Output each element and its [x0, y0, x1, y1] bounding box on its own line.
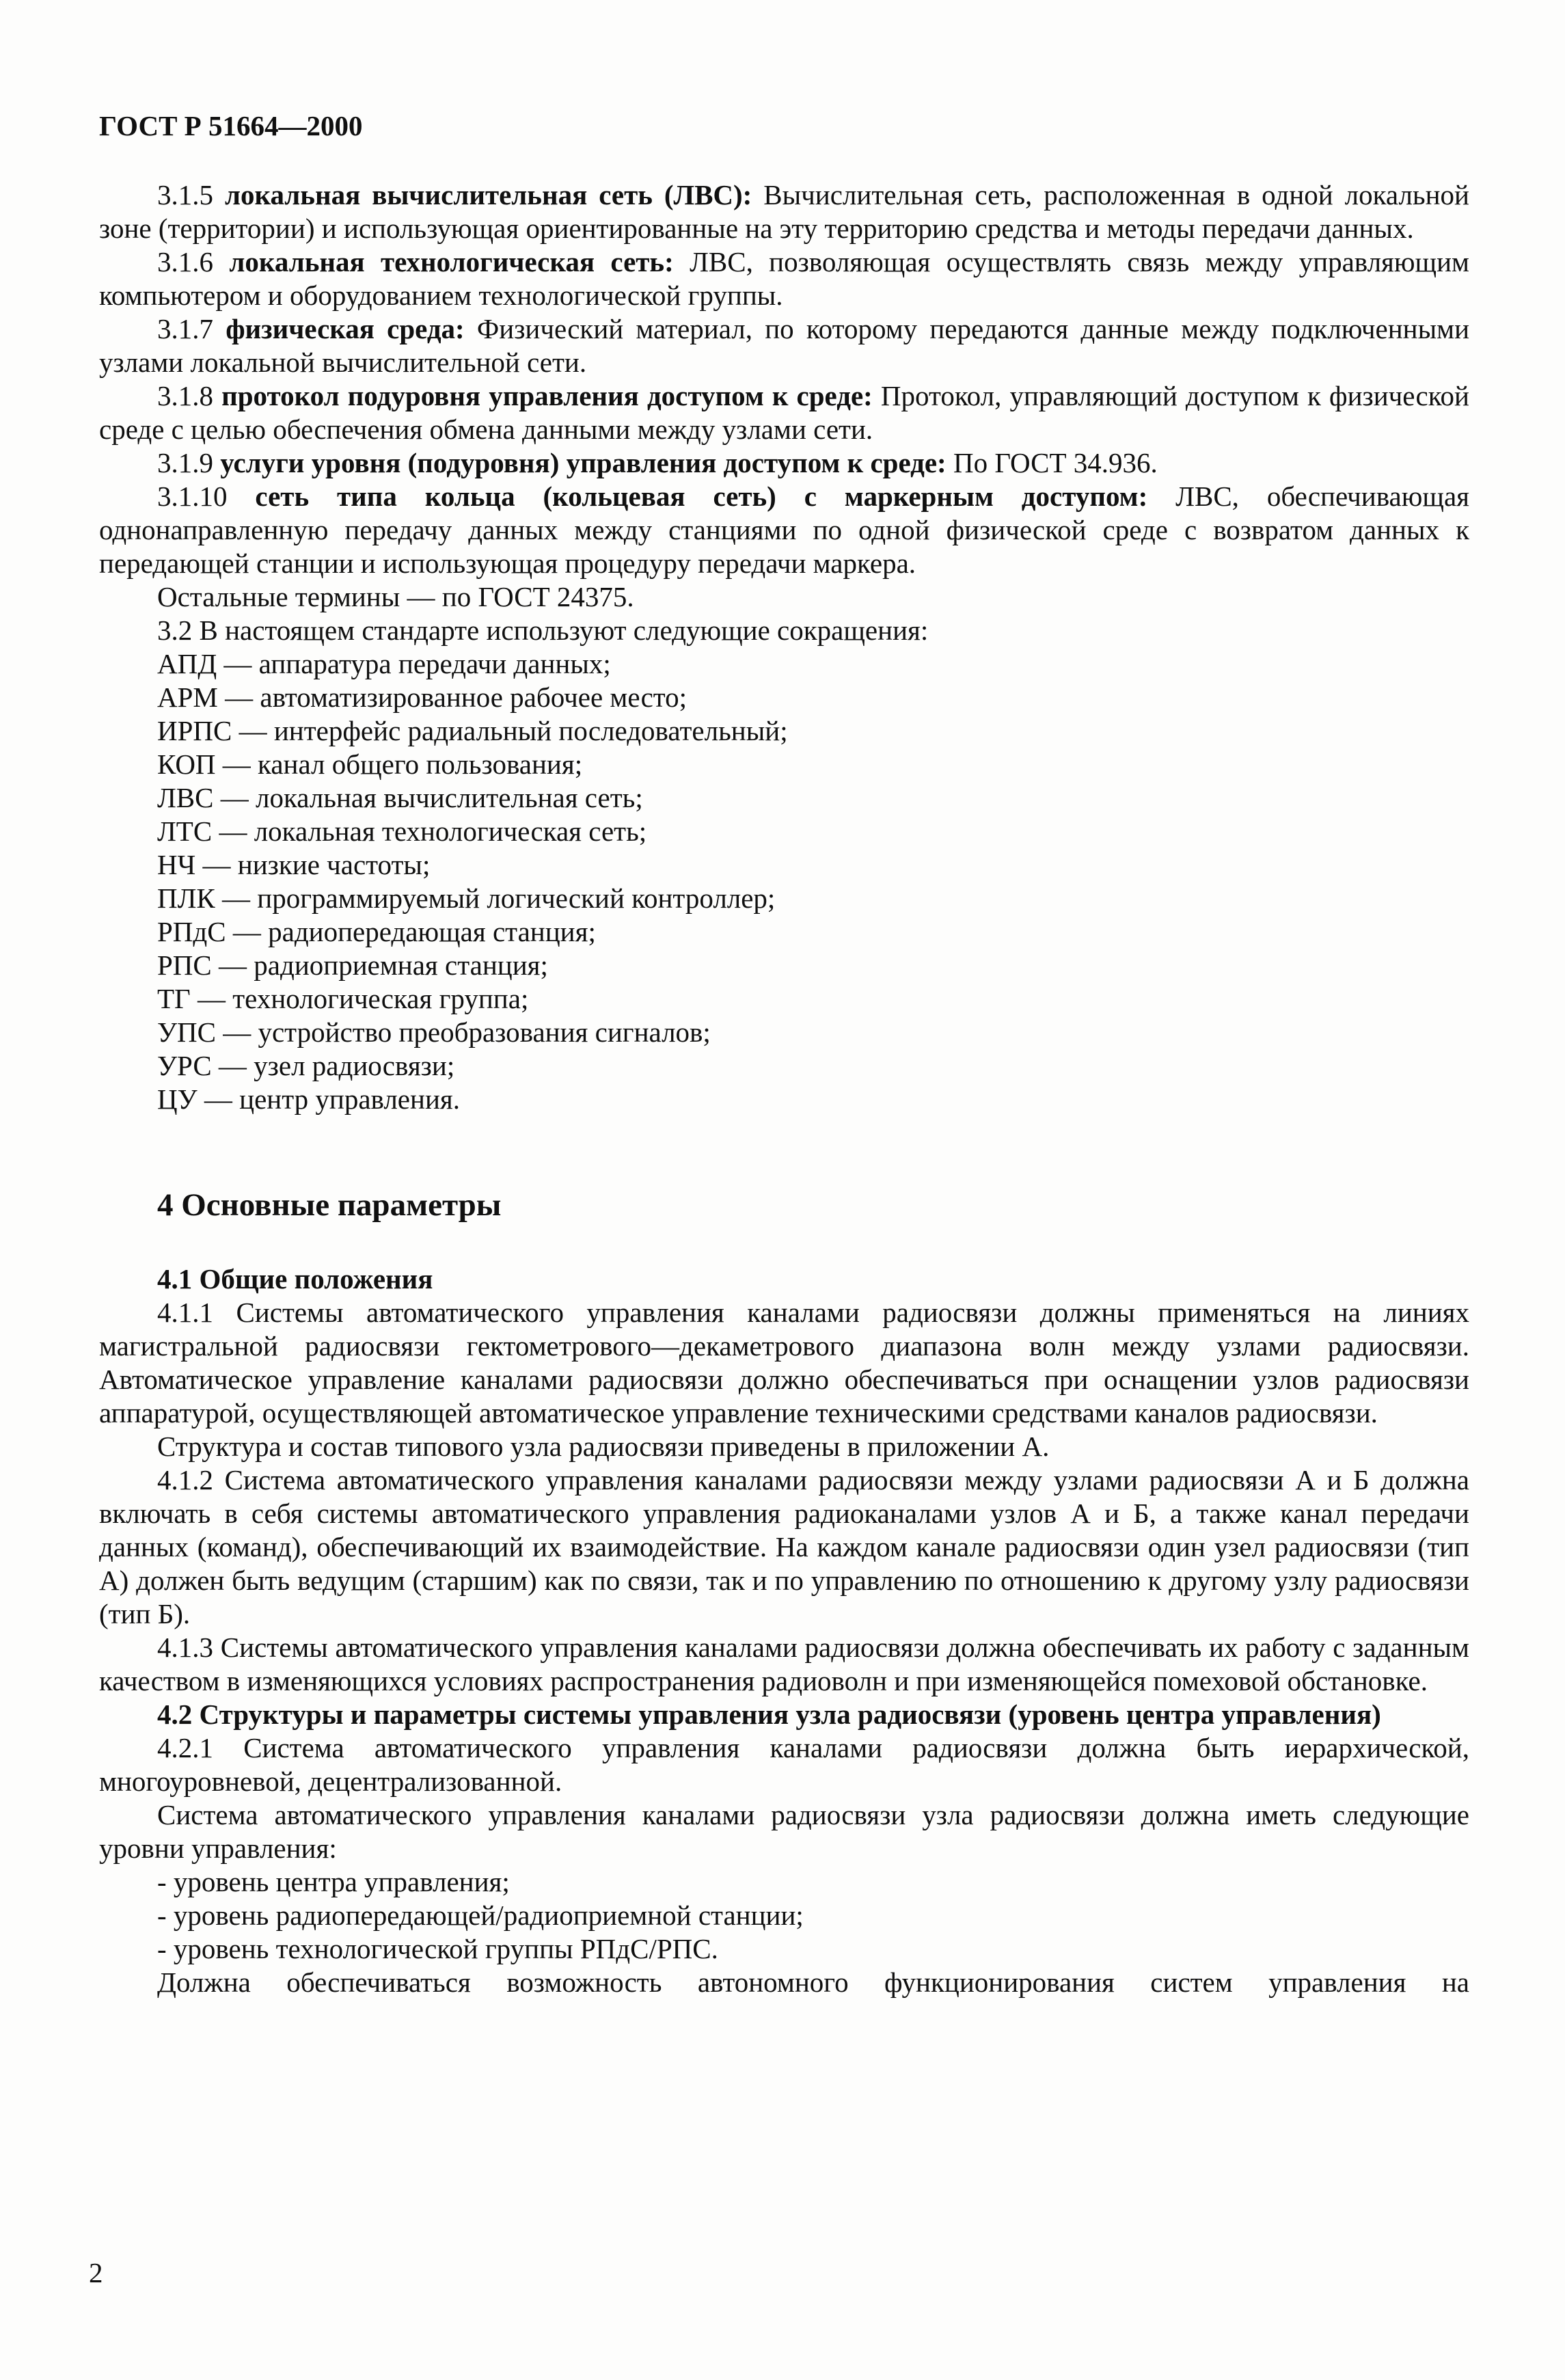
text-segment: АПД — аппаратура передачи данных;: [157, 648, 611, 679]
paragraph: [99, 1296, 1469, 1430]
paragraph: [99, 379, 1469, 446]
text-segment: РПС — радиоприемная станция;: [157, 949, 548, 981]
paragraph: [99, 848, 1469, 882]
defined-term: физическая среда:: [226, 313, 465, 344]
text-segment: 4.2 Структуры и параметры системы управления узла радиосвязи (уровень центра управления): [157, 1699, 1381, 1730]
paragraph: [99, 1430, 1469, 1463]
paragraph: [99, 1798, 1469, 1865]
paragraph: [99, 681, 1469, 714]
paragraph: [99, 949, 1469, 982]
text-segment: 4.1.1 Системы автоматического управления каналами радиосвязи должны применяться на линиях магистральной радиосвязи гектометрового—декаметрового диапазона волн между узлами радиосвязи. Автоматическое управление каналами радиосвязи должно обеспечиваться при оснащении узлов радиосвязи аппаратурой, осуществляющей автоматическое управление техническими средствами каналов радиосвязи.: [99, 1297, 1469, 1429]
text-segment: 3.1.9: [157, 447, 221, 478]
paragraph: [99, 1631, 1469, 1698]
text-segment: 4.1.3 Системы автоматического управления каналами радиосвязи должна обеспечивать их работу с заданным качеством в изменяющихся условиях распространения радиоволн и при изменяющейся помеховой обстановке.: [99, 1632, 1469, 1696]
paragraph: [99, 1083, 1469, 1116]
text-segment: УРС — узел радиосвязи;: [157, 1050, 455, 1081]
text-segment: ЛВС, позволяющая осуществлять связь между управляющим компьютером и оборудованием технологической группы.: [99, 246, 1469, 311]
text-segment: 4.2.1 Система автоматического управления каналами радиосвязи должна быть иерархической, многоуровневой, децентрализованной.: [99, 1732, 1469, 1797]
paragraph: [99, 178, 1469, 245]
text-segment: 4.1 Общие положения: [157, 1263, 433, 1295]
text-segment: Остальные термины — по ГОСТ 24375.: [157, 581, 634, 612]
text-segment: Система автоматического управления каналами радиосвязи узла радиосвязи должна иметь следующие уровни управления:: [99, 1799, 1469, 1864]
text-segment: УПС — устройство преобразования сигналов;: [157, 1016, 711, 1048]
page-number: 2: [89, 2257, 103, 2288]
text-segment: ЦУ — центр управления.: [157, 1083, 460, 1115]
paragraph: [99, 614, 1469, 647]
defined-term: протокол подуровня управления доступом к среде:: [221, 380, 873, 411]
paragraph: [99, 915, 1469, 949]
paragraph: [99, 815, 1469, 848]
text-segment: ПЛК — программируемый логический контроллер;: [157, 882, 776, 914]
text-segment: ИРПС — интерфейс радиальный последовательный;: [157, 715, 788, 746]
text-segment: ЛВС, обеспечивающая однонаправленную передачу данных между станциями по одной физической среде с возвратом данных к передающей станции и использующая процедуру передачи маркера.: [99, 481, 1470, 579]
text-segment: РПдС — радиопередающая станция;: [157, 916, 596, 947]
paragraph: [99, 748, 1469, 781]
text-segment: КОП — канал общего пользования;: [157, 748, 583, 780]
text-segment: ЛТС — локальная технологическая сеть;: [157, 815, 647, 847]
paragraph: [99, 1899, 1469, 1932]
text-segment: 3.1.8: [157, 380, 222, 411]
text-segment: - уровень технологической группы РПдС/РПС.: [157, 1933, 718, 1964]
text-segment: Должна обеспечиваться возможность автономного функционирования систем управления на: [157, 1966, 1469, 1998]
text-segment: НЧ — низкие частоты;: [157, 849, 431, 880]
text-segment: - уровень радиопередающей/радиоприемной станции;: [157, 1899, 804, 1931]
text-segment: 3.1.10: [157, 481, 256, 512]
paragraph: [99, 446, 1469, 480]
document-header: ГОСТ Р 51664—2000: [99, 110, 363, 141]
subsection-heading: [99, 1262, 1469, 1296]
defined-term: локальная вычислительная сеть (ЛВС):: [224, 179, 752, 211]
paragraph: [99, 1049, 1469, 1083]
text-segment: По ГОСТ 34.936.: [946, 447, 1158, 478]
paragraph: [99, 480, 1469, 580]
text-segment: 3.1.7: [157, 313, 226, 344]
text-segment: Физический материал, по которому передаются данные между подключенными узлами локальной вычислительной сети.: [99, 313, 1470, 378]
paragraph: [99, 1966, 1469, 1999]
text-segment: 4 Основные параметры: [157, 1187, 502, 1223]
paragraph: [99, 882, 1469, 915]
paragraph: [99, 1016, 1469, 1049]
paragraph: [99, 781, 1469, 815]
text-segment: ТГ — технологическая группа;: [157, 983, 529, 1014]
paragraph: [99, 647, 1469, 681]
paragraph: [99, 1865, 1469, 1899]
defined-term: услуги уровня (подуровня) управления доступом к среде:: [220, 447, 947, 478]
paragraph: [99, 312, 1469, 379]
subsection-heading: [99, 1698, 1469, 1731]
text-segment: АРМ — автоматизированное рабочее место;: [157, 681, 688, 713]
paragraph: [99, 714, 1469, 748]
text-segment: 3.2 В настоящем стандарте используют следующие сокращения:: [157, 614, 929, 646]
defined-term: сеть типа кольца (кольцевая сеть) с маркерным доступом:: [255, 481, 1148, 512]
paragraph: [99, 1731, 1469, 1798]
text-segment: 3.1.6: [157, 246, 230, 278]
text-segment: ЛВС — локальная вычислительная сеть;: [157, 782, 643, 813]
paragraph: [99, 1932, 1469, 1966]
document-body: [99, 178, 1469, 1999]
paragraph: [99, 1463, 1469, 1631]
text-segment: - уровень центра управления;: [157, 1866, 510, 1897]
paragraph: [99, 982, 1469, 1016]
text-segment: 3.1.5: [157, 179, 225, 211]
paragraph: [99, 580, 1469, 614]
text-segment: 4.1.2 Система автоматического управления каналами радиосвязи между узлами радиосвязи А и Б должна включать в себя системы автоматического управления радиоканалами узлов А и Б, а также канал передачи данных (команд), обеспечивающий их взаимодействие. На каждом канале радиосвязи один узел радиосвязи (тип А) должен быть ведущим (старшим) как по связи, так и по управлению по отношению к другому узлу радиосвязи (тип Б).: [99, 1464, 1469, 1630]
text-segment: Структура и состав типового узла радиосвязи приведены в приложении А.: [157, 1431, 1050, 1462]
section-heading: [99, 1186, 1469, 1224]
paragraph: [99, 245, 1469, 312]
text-segment: Протокол, управляющий доступом к физической среде с целью обеспечения обмена данными между узлами сети.: [99, 380, 1469, 445]
defined-term: локальная технологическая сеть:: [229, 246, 674, 278]
text-segment: Вычислительная сеть, расположенная в одной локальной зоне (территории) и использующая ориентированные на эту территорию средства и методы передачи данных.: [99, 179, 1469, 244]
